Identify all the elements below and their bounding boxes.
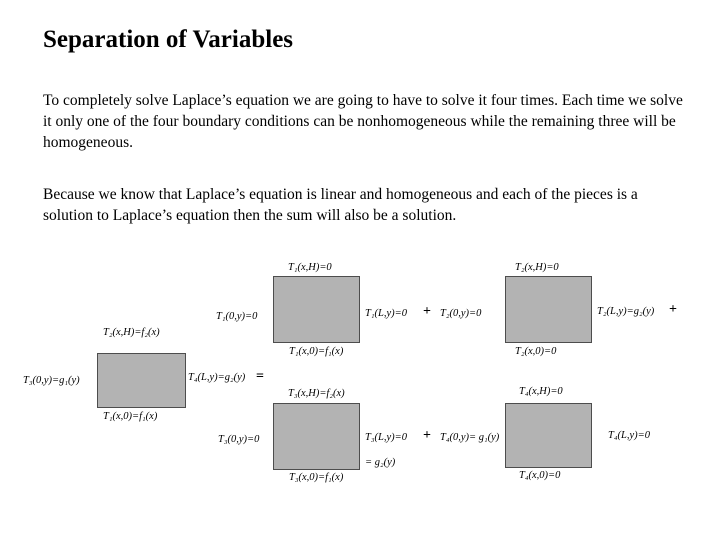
plus-sign-1: +: [423, 304, 431, 319]
piece2-rect: [505, 276, 592, 343]
piece2-left-bc: T₂(0,y)=0: [440, 308, 482, 319]
linearity-paragraph: Because we know that Laplace’s equation is linear and homogeneous and each of the pieces is a solution to Laplace’s equation then the sum will also be a solution.: [43, 186, 638, 224]
plus-sign-3: +: [423, 428, 431, 443]
piece4-bottom-bc: T₄(x,0)=0: [519, 470, 561, 481]
page-title: Separation of Variables: [43, 26, 294, 53]
full-domain-rect: [97, 353, 186, 408]
full-right-bc: T₄(L,y)=g₂(y): [188, 372, 246, 383]
equals-sign: =: [256, 369, 264, 384]
piece4-rect: [505, 403, 592, 468]
piece3-top-bc: T₃(x,H)=f₂(x): [288, 388, 345, 399]
piece3-right-bc-continued: = g₂(y): [365, 457, 396, 468]
piece3-rect: [273, 403, 360, 470]
piece1-right-bc: T₁(L,y)=0: [365, 308, 407, 319]
piece4-left-bc: T₄(0,y)= g₁(y): [440, 432, 500, 443]
piece1-rect: [273, 276, 360, 343]
piece2-bottom-bc: T₂(x,0)=0: [515, 346, 557, 357]
full-left-bc: T₃(0,y)=g₁(y): [23, 375, 80, 386]
piece2-top-bc: T₂(x,H)=0: [515, 262, 559, 273]
piece4-right-bc: T₄(L,y)=0: [608, 430, 650, 441]
piece3-left-bc: T₃(0,y)=0: [218, 434, 260, 445]
piece1-top-bc: T₁(x,H)=0: [288, 262, 332, 273]
intro-paragraph: To completely solve Laplace’s equation we are going to have to solve it four times. Each time we solve it only one of the four boundary conditions can be nonhomogeneous while the remaining three will be homogeneous.: [43, 92, 683, 151]
piece2-right-bc: T₂(L,y)=g₂(y): [597, 306, 655, 317]
piece3-right-bc: T₃(L,y)=0: [365, 432, 407, 443]
piece1-left-bc: T₁(0,y)=0: [216, 311, 258, 322]
full-bottom-bc: T₁(x,0)=f₁(x): [103, 411, 158, 422]
piece4-top-bc: T₄(x,H)=0: [519, 386, 563, 397]
plus-sign-2: +: [669, 302, 677, 317]
piece3-bottom-bc: T₃(x,0)=f₁(x): [289, 472, 344, 483]
full-top-bc: T₂(x,H)=f₂(x): [103, 327, 160, 338]
piece1-bottom-bc: T₁(x,0)=f₁(x): [289, 346, 344, 357]
